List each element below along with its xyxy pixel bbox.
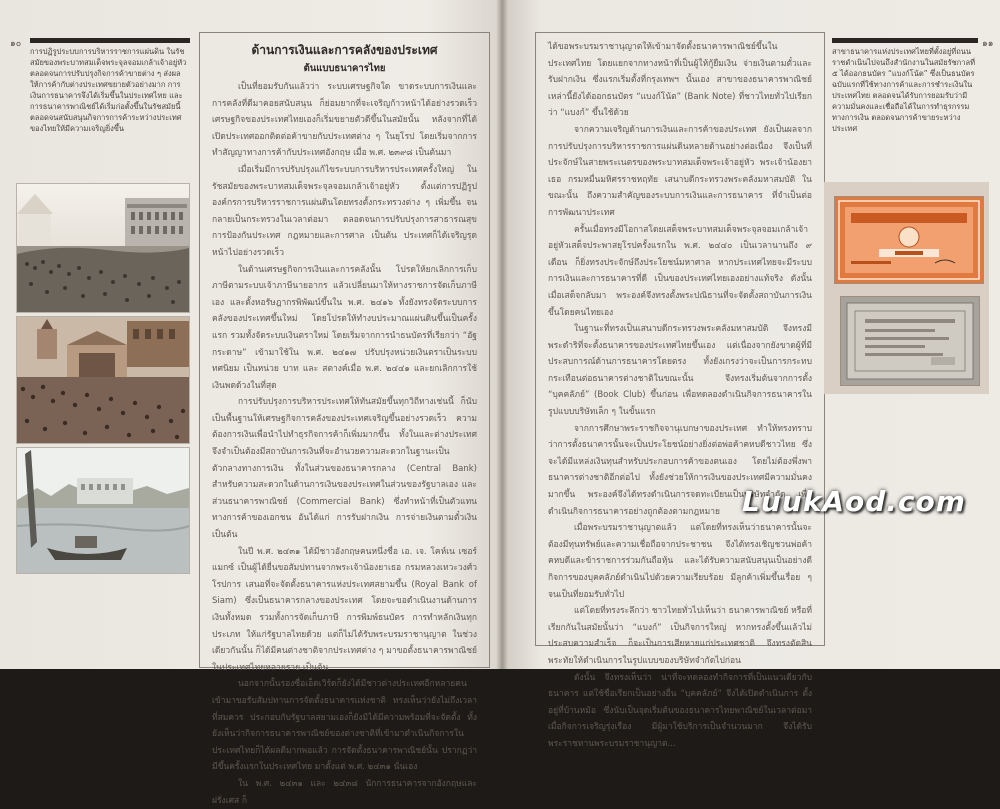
book-gutter bbox=[496, 0, 508, 669]
siam-commercial-banknote-front bbox=[834, 196, 984, 284]
paragraph: แต่โดยที่ทรงระลึกว่า ชาวไทยทั่วไปเห็นว่า ธนาคารพาณิชย์ หรือที่เรียกกันในสมัยนั้นว่า “แบงก์” เป็นกิจการใหญ่ หากทรงตั้งขึ้นแล้วไม่ประสบความสำเร็จ ก็จะเป็นการเสียหายแก่ประเทศชาติ จึงทรงตัดสินพระทัยให้ดำเนินการในรูปแบบของบริษัทจำกัดไปก่อน bbox=[548, 606, 812, 666]
finance-article-box bbox=[199, 32, 490, 806]
article-subheading: ต้นแบบธนาคารไทย bbox=[303, 63, 386, 74]
site-watermark: LuukAod.com bbox=[742, 485, 966, 518]
photo-caption: การปฏิรูประบบการบริหารราชการแผ่นดิน ในรัชสมัยของพระบาทสมเด็จพระจุลจอมเกล้าเจ้าอยู่หัว ตลอดจนการปรับปรุงกิจการค้าขายต่าง ๆ ส่งผลให้การค้ากับต่างประเทศขยายตัวอย่างมาก การเงินการธนาคารจึงได้เริ่มขึ้นในประเทศไทย และการธนาคารพาณิชย์ได้เริ่มก่อตั้งขึ้นในรัชสมัยนี้ ตลอดจนสนับสนุนกิจการการค้าระหว่างประเทศของไทยให้มีความเจริญยิ่งขึ้น bbox=[30, 47, 187, 133]
riverside-building-illustration bbox=[17, 448, 189, 573]
banknote-caption: สาขาธนาคารแห่งประเทศไทยที่ตั้งอยู่ที่ถนนราชดำเนินไปจนถึงสำนักงานในสมัยรัชกาลที่ ๕ ได้ออกธนบัตร “แบงก์โน้ต” ซึ่งเป็นธนบัตรฉบับแรกที่ใช้ทางการค้าและการชำระเงินในประเทศไทย ตลอดจนได้รับการยอมรับว่ามีความมั่นคงและเชื่อถือได้ในการทำธุรกรรมทางการเงิน ตลอดจนการค้าขายระหว่างประเทศ bbox=[832, 47, 976, 133]
paragraph: นอกจากนั้นรองซื่อเอ็ดเวิร์ดก็ยังได้มีชาวต่างประเทศอีกหลายคนเข้ามาขอรับสัมปทานการจัดตั้งธนาคารแห่งชาติ ทรงเห็นว่ายังไม่ถึงเวลาที่สมควร ประกอบกับรัฐบาลสยามเองก็ยังมิได้มีความพร้อมที่จะจัดตั้ง ทั้งยังเห็นว่ากิจการธนาคารพาณิชย์ของต่างชาติที่เข้ามาดำเนินกิจการในประเทศไทยก็ได้ผลดีมากพอแล้ว การจัดตั้งธนาคารพาณิชย์นั้น ปรากฏว่ามีขึ้นครั้งแรกในประเทศไทย มาตั้งแต่ พ.ศ. ๒๔๓๑ นั่นเอง bbox=[212, 679, 477, 773]
ceremony-crowd-photo bbox=[16, 183, 190, 313]
paragraph: การปรับปรุงการบริหารประเทศให้ทันสมัยขึ้นทุกวิถีทางเช่นนี้ ก็นับเป็นพื้นฐานให้เศรษฐกิจการคลังของประเทศเจริญขึ้นอย่างรวดเร็ว ความต้องการเงินเพื่อนำไปทำธุรกิจการค้าก็เพิ่มมากขึ้น ทั้งในและต่างประเทศ จึงจำเป็นต้องมีสถาบันการเงินที่จะอำนวยความสะดวกในฐานะเป็นตัวกลางทางการเงิน ทั้งในส่วนของธนาคารกลาง (Central Bank) สำหรับความสะดวกในด้านการเงินของประเทศในส่วนของรัฐบาลเอง และส่วนธนาคารพาณิชย์ (Commercial Bank) ซึ่งทำหน้าที่เป็นตัวแทนทางการค้าของเอกชน อันได้แก่ การรับฝากเงิน การจ่ายเงินตามตั๋วเงิน เป็นต้น bbox=[212, 397, 477, 541]
finance-article-continued-box bbox=[535, 32, 825, 749]
paragraph: เป็นที่ยอมรับกันแล้วว่า ระบบเศรษฐกิจใด ขาดระบบการเงินและการคลังที่ดีมาคอยสนับสนุน ก็ย่อมยากที่จะเจริญก้าวหน้าได้อย่างรวดเร็ว เศรษฐกิจของประเทศไทยเองก็เริ่มขยายตัวดีขึ้นในสมัยนั้น หลังจากที่ได้เปิดประเทศออกติดต่อค้าขายกับประเทศต่าง ๆ ในยุโรป โดยเริ่มจากการทำสัญญาทางการค้ากับประเทศอังกฤษ เมื่อ พ.ศ. ๒๓๙๘ เป็นต้นมา bbox=[212, 82, 477, 159]
banknote-front-illustration bbox=[835, 197, 983, 283]
article-body bbox=[212, 79, 477, 806]
page-number: ๑๑ bbox=[982, 39, 994, 49]
procession-gate-photo bbox=[16, 316, 190, 444]
paragraph: ในด้านเศรษฐกิจการเงินและการคลังนั้น โปรดให้ยกเลิกการเก็บภาษีตามระบบเจ้าภาษีนายอากร แล้วเปลี่ยนมาให้ทางราชการจัดเก็บภาษีเอง และตั้งหอรัษฎากรพิพัฒน์ขึ้นใน พ.ศ. ๒๔๑๖ ทั้งยังทรงจัดระบบการคลังของประเทศขึ้นใหม่ โดยโปรดให้ทำงบประมาณแผ่นดินขึ้นเป็นครั้งแรก รวมทั้งจัดระบบเงินตราใหม่ โดยเริ่มจากการนำธนบัตรที่เรียกว่า “อัฐกระดาษ” เข้ามาใช้ใน พ.ศ. ๒๔๑๗ ปรับปรุงหน่วยเงินตราเป็นระบบทศนิยม เป็นหน่วย บาท และ สตางค์เมื่อ พ.ศ. ๒๔๔๑ และยกเลิกการใช้เงินพดด้วงในที่สุด bbox=[212, 264, 477, 391]
paragraph: ในปี พ.ศ. ๒๔๓๑ ได้มีชาวอังกฤษคนหนึ่งชื่อ เอ. เจ. โคห์เน เซอร์แมกซ์ เป็นผู้ได้ยื่นขอสัมปทานจากพระเจ้าน้องยาเธอ กรมหลวงเทวะวงศ์วโรปการ เสนอที่จะจัดตั้งธนาคารแห่งประเทศสยามขึ้น (Royal Bank of Siam) ซึ่งเป็นธนาคารกลางของประเทศ โดยจะขอดำเนินงานด้านการเงินทั้งหมด รวมทั้งการจัดเก็บภาษี การพิมพ์ธนบัตร การทำหลักเงินทุกประเภท ให้แก่รัฐบาลไทยด้วย แต่ก็ไม่ได้รับพระบรมราชานุญาต ในช่วงเดียวกันนั้น ก็ได้มีคนต่างชาติจากประเทศต่าง ๆ มาขอตั้งธนาคารพาณิชย์ในประเทศไทยหลายราย เป็นต้น bbox=[212, 546, 477, 673]
procession-gate-illustration bbox=[17, 317, 189, 443]
article-body-continued bbox=[548, 39, 812, 749]
page-number: ๑๐ bbox=[10, 39, 22, 49]
caption-rule bbox=[832, 38, 978, 43]
paragraph: ในฐานะที่ทรงเป็นเสนาบดีกระทรวงพระคลังมหาสมบัติ จึงทรงมีพระดำริที่จะตั้งธนาคารของประเทศไทยขึ้นเอง แต่เนื่องจากยังขาดผู้ที่มีประสบการณ์ด้านการธนาคารโดยตรง ทั้งยังเกรงว่าจะเป็นการกระทบกระเทือนต่อธนาคารต่างชาติในขณะนั้น จึงทรงเริ่มต้นจากการตั้ง “บุคคลัภย์” (Book Club) ขึ้นก่อน เพื่อทดลองดำเนินกิจการธนาคารในรูปแบบบริษัทเล็ก ๆ ในขั้นแรก bbox=[548, 324, 812, 418]
paragraph: ครั้นเมื่อทรงมีโอกาสโดยเสด็จพระบาทสมเด็จพระจุลจอมเกล้าเจ้าอยู่หัวเสด็จประพาสยุโรปครั้งแรกใน พ.ศ. ๒๔๔๐ เป็นเวลานานถึง ๙ เดือน ก็ยิ่งทรงประจักษ์ถึงประโยชน์มหาศาล หากประเทศไทยจะมีระบบการเงินและการธนาคารที่ดี เป็นของประเทศไทยเองอย่างแท้จริง ดังนั้นเมื่อเสด็จกลับมา พระองค์จึงทรงตั้งพระปณิธานที่จะจัดตั้งสถาบันการเงินขึ้นโดยคนไทยเอง bbox=[548, 224, 812, 318]
article-heading: ด้านการเงินและการคลังของประเทศ bbox=[251, 43, 438, 57]
paragraph: ใน พ.ศ. ๒๔๓๑ และ ๒๔๓๘ นักการธนาคารจากอังกฤษและฝรั่งเศส ก็ bbox=[212, 778, 477, 806]
paragraph: เมื่อพระบรมราชานุญาตแล้ว แต่โดยที่ทรงเห็นว่าธนาคารนั้นจะต้องมีทุนทรัพย์และความเชื่อถือจากประชาชน จึงได้ทรงเชิญชวนพ่อค้าคหบดีและข้าราชการร่วมกันถือหุ้น และได้รับความสนับสนุนเป็นอย่างดี กิจการของบุคคลัภย์ดำเนินไปด้วยความเรียบร้อย มีลูกค้าเพิ่มขึ้นเรื่อย ๆ จนเป็นที่ยอมรับทั่วไป bbox=[548, 523, 812, 600]
ceremony-crowd-illustration bbox=[17, 184, 189, 312]
banknote-back-illustration bbox=[841, 297, 979, 385]
riverside-building-photo bbox=[16, 447, 190, 574]
caption-rule bbox=[30, 38, 190, 43]
paragraph: เมื่อเริ่มมีการปรับปรุงแก้ไขระบบการบริหารประเทศครั้งใหญ่ ในรัชสมัยของพระบาทสมเด็จพระจุลจอมเกล้าเจ้าอยู่หัว ตั้งแต่การปฏิรูปองค์กรการบริหารราชการแผ่นดินโดยทรงตั้งกระทรวงต่าง ๆ เพิ่มขึ้น จนกลายเป็นกระทรวงในเวลาต่อมา ตลอดจนการปรับปรุงการสาธารณสุข การป้องกันประเทศ กฎหมายและการศาล เป็นต้น ประเทศก็ได้เจริญรุดหน้าไปอย่างรวดเร็ว bbox=[212, 164, 477, 258]
right-page bbox=[502, 0, 1000, 749]
paragraph: ได้ขอพระบรมราชานุญาตให้เข้ามาจัดตั้งธนาคารพาณิชย์ขึ้นในประเทศไทย โดยแยกจากทางหน้าที่เป็นผู้ให้กู้ยืมเงิน จ่ายเงินตามตั๋วและรับฝากเงิน ซึ่งแรกเริ่มตั้งที่กรุงเทพฯ นั้นเอง สาขาของธนาคารพาณิชย์เหล่านี้ยังได้ออกธนบัตร “แบงก์โน้ต” (Bank Note) ที่ชาวไทยทั่วไปเรียกว่า “แบงก์” ขึ้นใช้ด้วย bbox=[548, 42, 812, 119]
paragraph: จากความเจริญด้านการเงินและการค้าของประเทศ ยังเป็นผลจากการปรับปรุงการบริหารราชการแผ่นดินหลายด้านอย่างต่อเนื่อง จึงเป็นที่ประจักษ์ในสายพระเนตรของพระบาทสมเด็จพระเจ้าอยู่หัว พระเจ้าน้องยาเธอ กรมหมื่นมหิศรราชหฤทัย เสนาบดีกระทรวงพระคลังมหาสมบัติ ในขณะนั้น ถึงความสำคัญของระบบการเงินและการธนาคาร ที่จำเป็นต่อการพัฒนาประเทศ bbox=[548, 124, 812, 218]
banknote-back bbox=[840, 296, 980, 386]
paragraph: ดังนั้น จึงทรงเห็นว่า น่าที่จะทดลองทำกิจการที่เป็นแนวเดียวกับธนาคาร แต่ใช้ชื่อเรียกเป็นอย่างอื่น “บุคคลัภย์” จึงได้เปิดดำเนินการ ตั้งอยู่ที่บ้านหม้อ ซึ่งนับเป็นจุดเริ่มต้นของธนาคารไทยพาณิชย์ในเวลาต่อมา เมื่อกิจการเจริญรุ่งเรือง มีผู้มาใช้บริการเป็นจำนวนมาก จึงได้รับพระราชทานพระบรมราชานุญาต... bbox=[548, 672, 812, 749]
paragraph: จากการศึกษาพระราชกิจจานุเบกษาของประเทศ ทำให้ทรงทราบว่าการตั้งธนาคารนั้นจะเป็นประโยชน์อย่างยิ่งต่อพ่อค้าคหบดีชาวไทย ซึ่งจะได้มีแหล่งเงินทุนสำหรับประกอบการค้าของตนเอง โดยไม่ต้องพึ่งพาธนาคารต่างชาติอีกต่อไป ทั้งยังช่วยให้การเงินของประเทศมีความมั่นคงมากขึ้น พระองค์จึงได้ทรงดำเนินการจดทะเบียนเป็นบริษัทจำกัด เพื่อดำเนินกิจการธนาคารอย่างถูกต้องตามกฎหมาย bbox=[548, 423, 812, 517]
